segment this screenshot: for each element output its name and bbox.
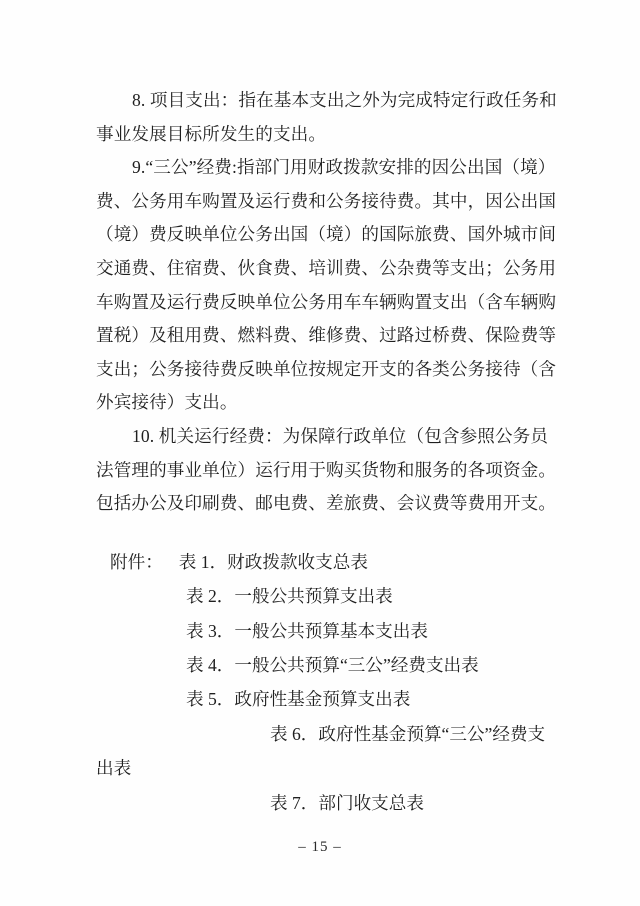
- body-line: 法管理的事业单位）运行用于购买货物和服务的各项资金。: [96, 459, 557, 480]
- attachment-item: 表 5．政府性基金预算支出表: [186, 689, 411, 710]
- body-line: 支出；公务接待费反映单位按规定开支的各类公务接待（含: [96, 358, 557, 379]
- body-line: 外宾接待）支出。: [96, 392, 238, 413]
- attachments-label: 附件：: [110, 551, 163, 572]
- page-body: [96, 84, 558, 820]
- body-line: 8. 项目支出：指在基本支出之外为完成特定行政任务和: [132, 90, 557, 110]
- attachment-item: 表 1．财政拨款收支总表: [178, 551, 368, 572]
- body-line: 置税）及租用费、燃料费、维修费、过路过桥费、保险费等: [96, 325, 557, 346]
- body-line: 车购置及运行费反映单位公务用车车辆购置支出（含车辆购: [96, 291, 557, 312]
- body-line: 事业发展目标所发生的支出。: [96, 123, 327, 144]
- attachment-row: [96, 545, 558, 579]
- attachment-item: 表 4．一般公共预算“三公”经费支出表: [186, 654, 479, 675]
- attachment-item: 表 3．一般公共预算基本支出表: [186, 620, 428, 641]
- body-line: 9.“三公”经费:指部门用财政拨款安排的因公出国（境）: [132, 157, 556, 178]
- attachments-section: [96, 545, 558, 820]
- page-number: – 15 –: [298, 839, 342, 855]
- body-line: 包括办公及印刷费、邮电费、差旅费、会议费等费用开支。: [96, 493, 557, 514]
- body-line: 10. 机关运行经费：为保障行政单位（包含参照公务员: [132, 425, 549, 446]
- body-line: 交通费、住宿费、伙食费、培训费、公杂费等支出；公务用: [96, 257, 557, 278]
- body-line: 费、公务用车购置及运行费和公务接待费。其中，因公出国: [96, 190, 557, 211]
- attachment-item: 表 2．一般公共预算支出表: [186, 586, 393, 607]
- attachment-item-wrap: 出表: [96, 758, 132, 779]
- attachment-item: 表 6．政府性基金预算“三公”经费支: [270, 723, 546, 744]
- attachment-item: 表 7．部门收支总表: [270, 792, 424, 813]
- body-line: （境）费反映单位公务出国（境）的国际旅费、国外城市间: [96, 224, 557, 245]
